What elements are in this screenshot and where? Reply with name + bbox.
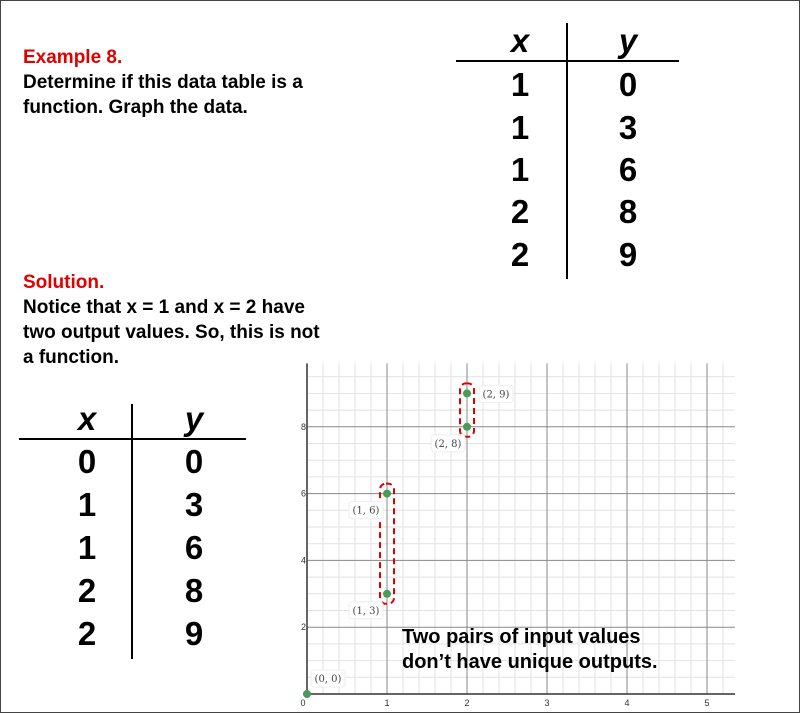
- top-table-cell: 0: [618, 66, 638, 103]
- x-tick-label: 2: [464, 698, 470, 708]
- point-label: (2, 9): [482, 389, 510, 401]
- top-table-header-y: y: [618, 22, 638, 59]
- graph-note-line-2: don’t have unique outputs.: [402, 651, 658, 673]
- point-label: (0, 0): [314, 674, 342, 685]
- data-point: [383, 490, 391, 498]
- point-label: (1, 3): [352, 605, 380, 617]
- x-tick-label: 5: [704, 698, 710, 708]
- bottom-table-cell: 3: [184, 486, 204, 523]
- example-title: Example 8.: [23, 47, 123, 68]
- bottom-table-cell: 0: [77, 443, 97, 480]
- solution-title: Solution.: [23, 272, 105, 293]
- y-tick-label: 2: [300, 622, 306, 633]
- solution-line-1: Notice that x = 1 and x = 2 have: [23, 297, 305, 318]
- top-table-cell: 9: [618, 236, 638, 273]
- solution-line-3: a function.: [23, 347, 120, 368]
- data-point: [463, 423, 471, 431]
- y-tick-label: 8: [300, 421, 306, 432]
- prompt-line-2: function. Graph the data.: [23, 97, 248, 118]
- prompt-line-1: Determine if this data table is a: [23, 72, 303, 93]
- bottom-table-cell: 2: [77, 572, 97, 609]
- y-tick-label: 4: [300, 555, 306, 566]
- x-tick-label: 4: [624, 698, 630, 708]
- y-tick-label: 6: [300, 488, 306, 499]
- top-table-cell: 3: [618, 109, 638, 146]
- top-table-cell: 1: [510, 66, 530, 103]
- point-label: (1, 6): [352, 505, 380, 517]
- x-tick-label: 3: [544, 698, 550, 708]
- data-point: [383, 590, 391, 598]
- coordinate-graph: [1, 1, 800, 713]
- x-tick-label: 0: [300, 698, 306, 708]
- bottom-table-cell: 6: [184, 529, 204, 566]
- top-table-cell: 2: [510, 193, 530, 230]
- bottom-table-header-x: x: [77, 400, 97, 437]
- top-table-cell: 6: [618, 151, 638, 188]
- data-point: [463, 389, 471, 397]
- bottom-table-cell: 2: [77, 615, 97, 652]
- top-table-cell: 1: [510, 151, 530, 188]
- bottom-table-cell: 9: [184, 615, 204, 652]
- point-label: (2, 8): [434, 438, 462, 450]
- bottom-table-cell: 0: [184, 443, 204, 480]
- solution-line-2: two output values. So, this is not: [23, 322, 320, 343]
- data-point: [303, 690, 311, 698]
- top-table-cell: 2: [510, 236, 530, 273]
- bottom-table-header-y: y: [184, 400, 204, 437]
- bottom-table-cell: 1: [77, 529, 97, 566]
- top-table-header-x: x: [510, 22, 530, 59]
- bottom-table-cell: 8: [184, 572, 204, 609]
- bottom-table-cell: 1: [77, 486, 97, 523]
- graph-note-line-1: Two pairs of input values: [402, 626, 641, 648]
- x-tick-label: 1: [384, 698, 390, 708]
- top-table-cell: 1: [510, 109, 530, 146]
- graph-note: [402, 625, 658, 675]
- top-table-cell: 8: [618, 193, 638, 230]
